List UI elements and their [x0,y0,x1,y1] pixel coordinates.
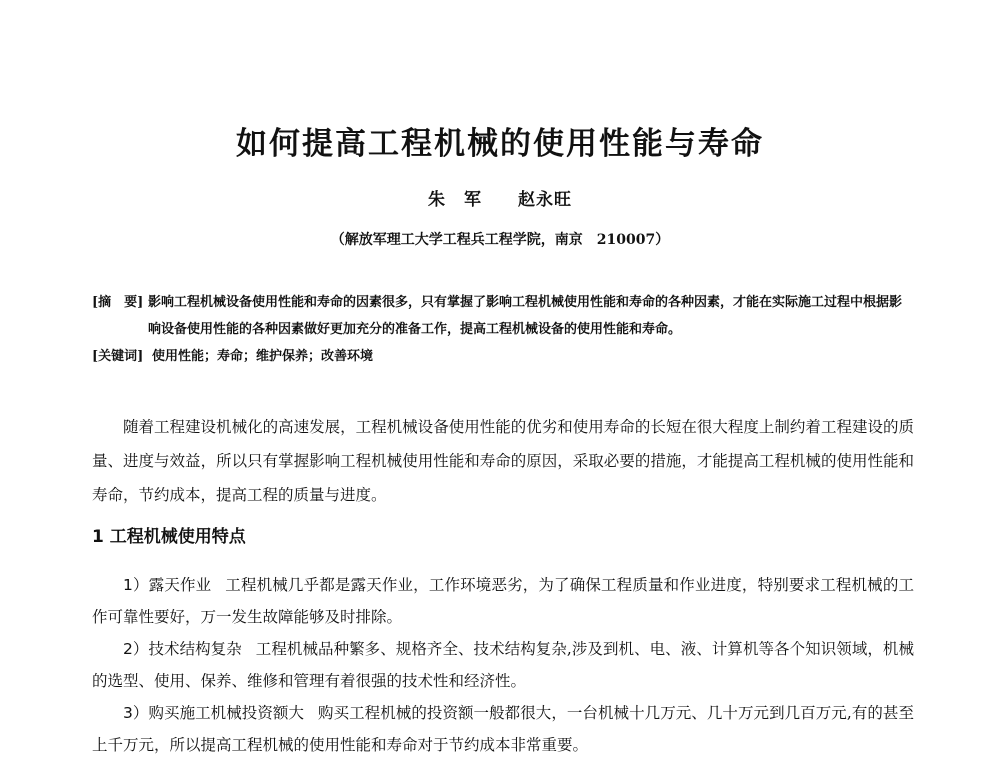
abstract-text: 影响工程机械设备使用性能和寿命的因素很多，只有掌握了影响工程机械使用性能和寿命的各种因素，才能在实际施工过程中根据影响设备使用性能的各种因素做好更加充分的准备工作，提高工程机械设备的使用性能和寿命。 [148,295,903,337]
author-list [0,185,1000,210]
abstract-block [92,289,914,370]
item-text: 工程机械几乎都是露天作业，工作环境恶劣，为了确保工程质量和作业进度，特别要求工程机械的工作可靠性要好，万一发生故障能够及时排除。 [92,576,914,626]
intro-section [92,410,914,512]
keywords-label: [关键词] [92,349,144,364]
author-name: 赵永旺 [518,190,572,210]
list-item [92,569,914,633]
paper-title: 如何提高工程机械的使用性能与寿命 [236,126,764,162]
abstract-row [92,289,914,343]
intro-paragraph: 随着工程建设机械化的高速发展，工程机械设备使用性能的优劣和使用寿命的长短在很大程度上制约着工程建设的质量、进度与效益，所以只有掌握影响工程机械使用性能和寿命的原因，采取必要的措施，才能提高工程机械的使用性能和寿命，节约成本，提高工程的质量与进度。 [92,418,914,504]
affiliation: （解放军理工大学工程兵工程学院，南京 210007） [330,232,670,248]
keywords-text: 使用性能；寿命；维护保养；改善环境 [152,349,374,364]
item-text: 购买工程机械的投资额一般都很大，一台机械十几万元、几十万元到几百万元,有的甚至上千万元，所以提高工程机械的使用性能和寿命对于节约成本非常重要。 [92,704,914,754]
item-label: 2）技术结构复杂 [123,640,242,658]
feature-list [92,569,914,761]
list-item [92,633,914,697]
author-name: 朱 军 [428,190,482,210]
keywords-row [92,343,914,370]
list-item [92,697,914,761]
section-heading: 1 工程机械使用特点 [92,527,246,547]
item-label: 3）购买施工机械投资额大 [123,704,305,722]
item-label: 1）露天作业 [123,576,212,594]
abstract-label: [摘 要] [92,295,144,310]
item-text: 工程机械品种繁多、规格齐全、技术结构复杂,涉及到机、电、液、计算机等各个知识领域，机械的选型、使用、保养、维修和管理有着很强的技术性和经济性。 [92,640,914,690]
